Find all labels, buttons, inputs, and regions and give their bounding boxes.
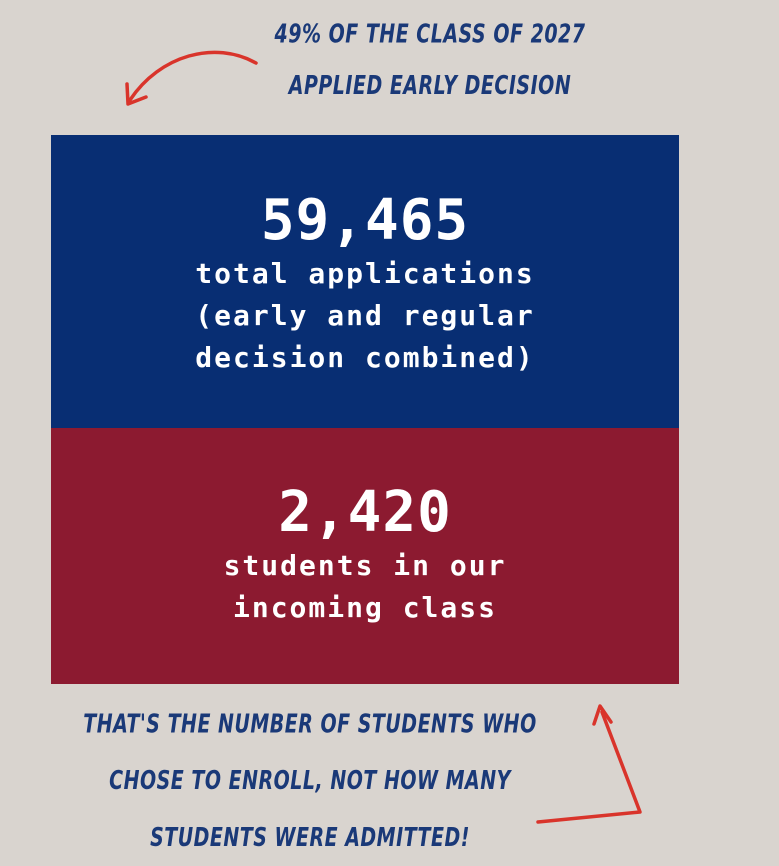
enrollment-note <box>40 696 580 866</box>
total-applications-label-line-1: total applications <box>195 257 535 290</box>
total-applications-label-line-2: (early and regular <box>195 299 535 332</box>
incoming-class-label-line-2: incoming class <box>232 591 497 624</box>
early-decision-note-line-1: 49% OF THE CLASS OF 2027 <box>274 19 586 50</box>
enrollment-note-line-1: THAT'S THE NUMBER OF STUDENTS WHO <box>83 709 537 740</box>
total-applications-label-line-3: decision combined) <box>195 341 535 374</box>
total-applications-panel <box>51 135 679 428</box>
incoming-class-number: 2,420 <box>278 480 452 545</box>
early-decision-note-line-2: APPLIED EARLY DECISION <box>288 70 572 101</box>
enrollment-note-line-3: STUDENTS WERE ADMITTED! <box>150 822 470 853</box>
enrollment-note-line-2: CHOSE TO ENROLL, NOT HOW MANY <box>109 766 511 796</box>
incoming-class-label-line-1: students in our <box>223 549 507 582</box>
incoming-class-panel <box>51 428 679 684</box>
total-applications-number: 59,465 <box>260 188 470 253</box>
early-decision-note <box>235 9 625 112</box>
